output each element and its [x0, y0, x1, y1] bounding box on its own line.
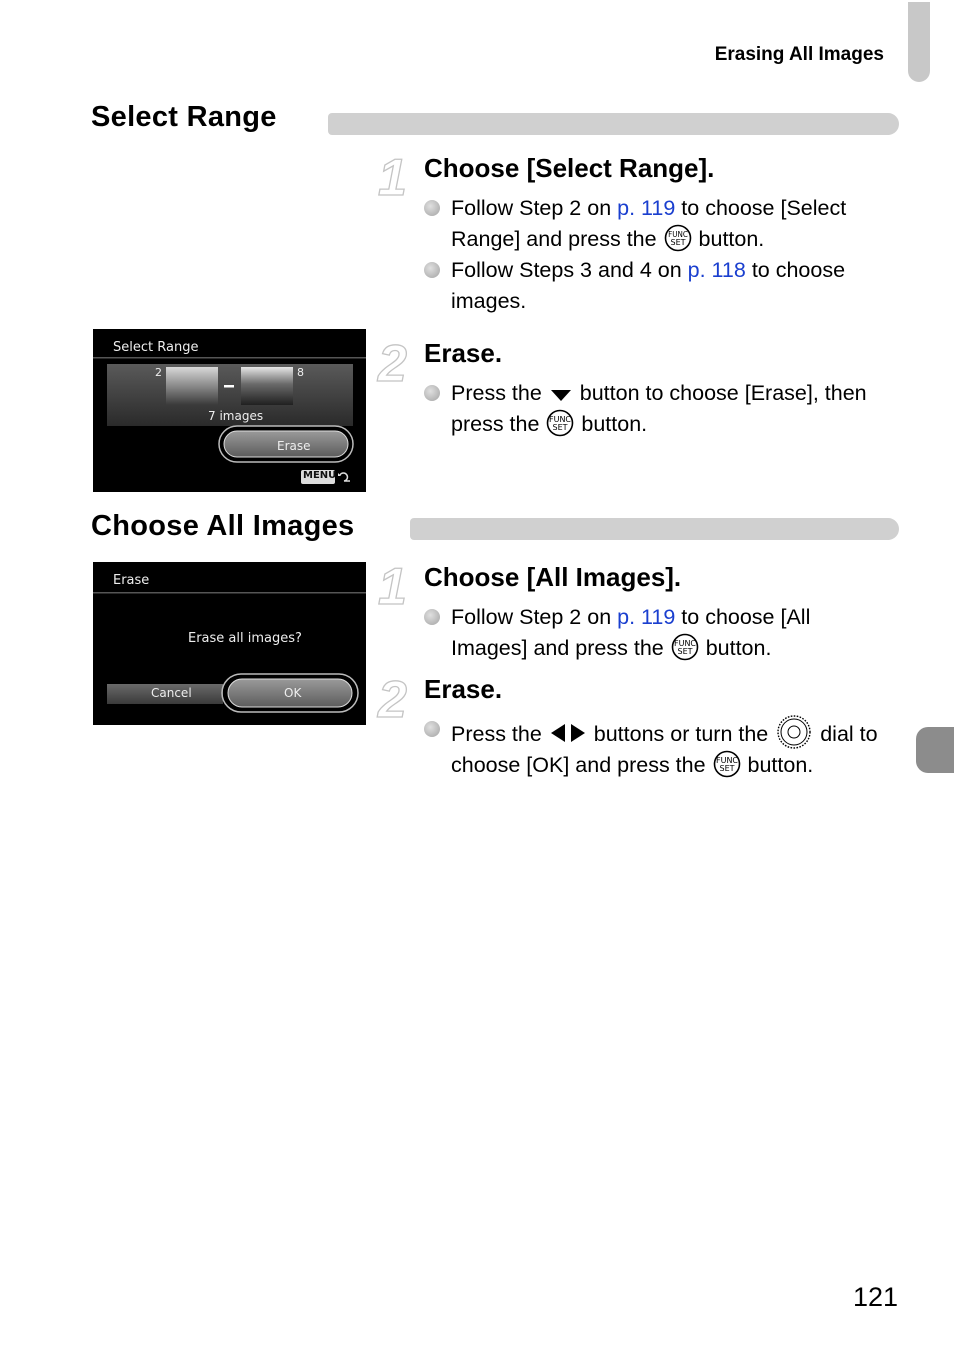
func-set-button-icon: [546, 409, 574, 437]
list-item: Follow Steps 3 and 4 on p. 118 to choose images.: [424, 255, 874, 316]
bullet-icon: [424, 385, 440, 401]
list-item: Press the button to choose [Erase], then press the FUNC SET button.: [424, 378, 874, 439]
step-number: 2: [378, 335, 407, 393]
svg-text:FUNC: FUNC: [673, 638, 696, 648]
list-item: Press the buttons or turn the dial to choose [OK] and press the FUNC SET button.: [424, 714, 894, 781]
cancel-option: Cancel: [151, 686, 192, 700]
page-number: 121: [852, 1282, 898, 1312]
ok-option: OK: [284, 686, 302, 700]
page-link[interactable]: p. 119: [617, 605, 676, 629]
svg-text:FUNC: FUNC: [715, 756, 738, 765]
control-dial-icon: [776, 714, 812, 750]
step-number: 2: [378, 671, 407, 729]
image-count: 7 images: [208, 409, 264, 423]
screen-title: Erase: [113, 573, 150, 588]
step-number: 1: [378, 558, 407, 616]
bullet-icon: [424, 200, 440, 216]
range-start-number: 2: [155, 366, 162, 379]
section-title-choose-all-images: Choose All Images: [91, 510, 355, 542]
bullet-icon: [424, 262, 440, 278]
page-link[interactable]: p. 118: [687, 258, 746, 282]
camera-screen-erase-all: [93, 562, 366, 725]
step-title: Erase.: [424, 674, 503, 704]
func-set-button-icon: [713, 750, 741, 778]
step-instructions: [424, 193, 874, 317]
step-title: Choose [All Images].: [424, 562, 682, 592]
bullet-icon: [424, 721, 440, 737]
step-number: 1: [378, 149, 407, 207]
step-instructions: [424, 378, 874, 440]
section-bar: [328, 113, 899, 135]
page-edge-tab-top: [908, 2, 930, 82]
screen-title: Select Range: [113, 340, 199, 355]
list-item: Follow Step 2 on p. 119 to choose [Select Range] and press the FUNC SET button.: [424, 193, 874, 254]
down-arrow-icon: [550, 388, 572, 402]
svg-text:FUNC: FUNC: [549, 414, 572, 424]
bullet-icon: [424, 609, 440, 625]
range-end-number: 8: [297, 366, 304, 379]
step-title: Erase.: [424, 338, 503, 368]
list-item: Follow Step 2 on p. 119 to choose [All Images] and press the FUNC SET button.: [424, 602, 864, 663]
section-bar: [410, 518, 899, 540]
menu-label: MENU: [303, 470, 337, 481]
step-instructions: [424, 714, 894, 782]
func-set-button-icon: [671, 633, 699, 661]
erase-option: Erase: [277, 439, 311, 453]
section-title-select-range: Select Range: [91, 101, 277, 133]
running-head: Erasing All Images: [714, 44, 884, 65]
step-title: Choose [Select Range].: [424, 153, 715, 183]
chapter-tab: [916, 727, 954, 773]
confirm-question: Erase all images?: [188, 631, 302, 646]
step-instructions: [424, 602, 864, 664]
func-set-button-icon: [664, 224, 692, 252]
svg-text:FUNC: FUNC: [667, 229, 688, 239]
svg-text:SET: SET: [670, 237, 686, 247]
svg-text:SET: SET: [677, 646, 693, 656]
camera-screen-select-range: [93, 329, 366, 492]
page-link[interactable]: p. 119: [617, 196, 676, 220]
svg-text:SET: SET: [719, 764, 735, 773]
left-right-arrows-icon: [550, 723, 586, 743]
svg-text:SET: SET: [552, 422, 568, 432]
